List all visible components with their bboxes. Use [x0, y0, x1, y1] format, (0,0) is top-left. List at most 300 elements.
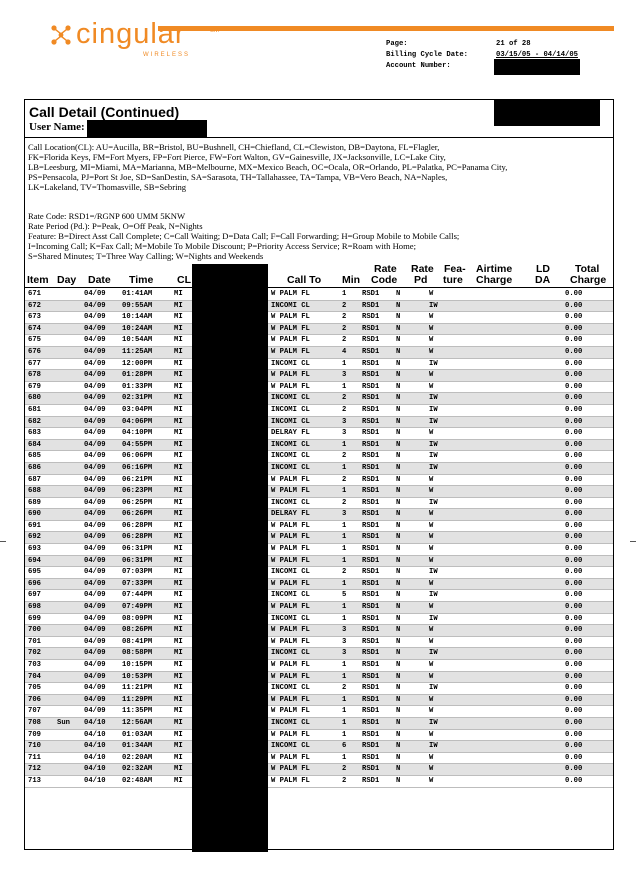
cell-rate-code: RSD1 [362, 394, 380, 403]
table-row [25, 648, 613, 660]
table-row [25, 486, 613, 498]
cell-rate-period: N [396, 695, 401, 704]
cell-item: 706 [28, 695, 41, 704]
cell-call-to: W PALM FL [271, 765, 310, 774]
cell-feature: W [429, 475, 434, 484]
cell-call-to: INCOMI CL [271, 568, 310, 577]
cell-rate-code: RSD1 [362, 765, 380, 774]
cell-rate-code: RSD1 [362, 626, 380, 635]
cell-item: 696 [28, 579, 41, 588]
cell-total-charge: 0.00 [565, 498, 583, 507]
cell-call-location: MI [174, 707, 183, 716]
cell-total-charge: 0.00 [565, 637, 583, 646]
cell-item: 684 [28, 440, 41, 449]
cell-time: 07:03PM [122, 568, 153, 577]
cell-call-to: INCOMI CL [271, 463, 310, 472]
cell-rate-period: N [396, 510, 401, 519]
cell-item: 673 [28, 313, 41, 322]
cell-item: 676 [28, 347, 41, 356]
cell-call-location: MI [174, 371, 183, 380]
brand-wordmark: cingular [76, 18, 186, 50]
col-airtime-1: Airtime [476, 263, 513, 275]
cell-call-location: MI [174, 347, 183, 356]
cell-total-charge: 0.00 [565, 568, 583, 577]
cell-minutes: 1 [342, 672, 347, 681]
cell-feature: IW [429, 649, 438, 658]
cell-rate-period: N [396, 579, 401, 588]
cell-feature: IW [429, 394, 438, 403]
col-item: Item [27, 274, 49, 286]
cell-total-charge: 0.00 [565, 324, 583, 333]
cell-item: 700 [28, 626, 41, 635]
cell-minutes: 2 [342, 324, 347, 333]
col-airtime-2: Charge [476, 274, 513, 286]
cell-item: 701 [28, 637, 41, 646]
cell-feature: W [429, 290, 434, 298]
cell-call-location: MI [174, 730, 183, 739]
cell-total-charge: 0.00 [565, 475, 583, 484]
cell-rate-period: N [396, 405, 401, 414]
cell-rate-code: RSD1 [362, 718, 380, 727]
cell-rate-code: RSD1 [362, 556, 380, 565]
cell-rate-code: RSD1 [362, 533, 380, 542]
brand-tagline: WIRELESS [143, 52, 191, 58]
cell-item: 674 [28, 324, 41, 333]
table-row [25, 556, 613, 568]
cell-time: 07:33PM [122, 579, 153, 588]
cell-call-location: MI [174, 661, 183, 669]
cell-minutes: 2 [342, 776, 347, 785]
cell-rate-code: RSD1 [362, 290, 380, 298]
table-row [25, 347, 613, 359]
cell-rate-period: N [396, 672, 401, 681]
cell-time: 06:21PM [122, 475, 153, 484]
divider [25, 137, 613, 138]
cell-item: 710 [28, 742, 41, 751]
cell-call-location: MI [174, 521, 183, 530]
cell-total-charge: 0.00 [565, 313, 583, 322]
cell-call-location: MI [174, 301, 183, 310]
col-ld-2: DA [535, 274, 551, 286]
cell-rate-period: N [396, 452, 401, 461]
table-row [25, 509, 613, 521]
cell-item: 693 [28, 545, 41, 554]
cell-minutes: 1 [342, 463, 347, 472]
cell-rate-period: N [396, 545, 401, 554]
cell-rate-code: RSD1 [362, 324, 380, 333]
cell-rate-period: N [396, 591, 401, 600]
account-number-redaction [494, 59, 580, 75]
cell-call-to: INCOMI CL [271, 440, 310, 449]
cell-date: 04/09 [84, 394, 106, 403]
table-header [25, 263, 613, 287]
col-rate-code-1: Rate [374, 263, 397, 275]
cell-call-to: INCOMI CL [271, 718, 310, 727]
cell-call-location: MI [174, 753, 183, 762]
col-feature-2: ture [443, 274, 463, 286]
cell-call-to: INCOMI CL [271, 498, 310, 507]
cell-call-location: MI [174, 452, 183, 461]
cell-total-charge: 0.00 [565, 533, 583, 542]
table-row [25, 521, 613, 533]
cell-feature: IW [429, 742, 438, 751]
cell-rate-code: RSD1 [362, 684, 380, 693]
cell-minutes: 2 [342, 568, 347, 577]
cell-rate-period: N [396, 614, 401, 623]
table-row [25, 440, 613, 452]
cell-item: 672 [28, 301, 41, 310]
cell-minutes: 2 [342, 394, 347, 403]
cell-time: 01:03AM [122, 730, 153, 739]
cell-time: 06:23PM [122, 487, 153, 496]
cell-total-charge: 0.00 [565, 359, 583, 368]
cell-rate-code: RSD1 [362, 707, 380, 716]
cell-item: 683 [28, 429, 41, 438]
table-row [25, 776, 613, 788]
table-row [25, 590, 613, 602]
table-row [25, 417, 613, 429]
col-day: Day [57, 274, 77, 286]
cell-date: 04/10 [84, 742, 106, 751]
col-rate-pd-2: Pd [414, 274, 428, 286]
cell-time: 06:28PM [122, 521, 153, 530]
cell-call-location: MI [174, 614, 183, 623]
cell-date: 04/10 [84, 730, 106, 739]
cell-rate-code: RSD1 [362, 637, 380, 646]
cell-rate-period: N [396, 359, 401, 368]
cell-rate-code: RSD1 [362, 382, 380, 391]
cell-call-to: W PALM FL [271, 556, 310, 565]
cell-date: 04/09 [84, 614, 106, 623]
cell-date: 04/09 [84, 359, 106, 368]
cell-call-to: W PALM FL [271, 753, 310, 762]
cell-date: 04/09 [84, 707, 106, 716]
cell-total-charge: 0.00 [565, 730, 583, 739]
row-divider [25, 787, 613, 788]
cell-time: 09:55AM [122, 301, 153, 310]
cell-time: 06:31PM [122, 556, 153, 565]
legend-line: Rate Period (Pd.): P=Peak, O=Off Peak, N=Nights [28, 221, 203, 231]
table-row [25, 498, 613, 510]
cell-time: 10:54AM [122, 336, 153, 345]
cell-minutes: 1 [342, 359, 347, 368]
cell-date: 04/09 [84, 371, 106, 380]
cell-item: 713 [28, 776, 41, 785]
cell-date: 04/09 [84, 661, 106, 669]
cell-minutes: 3 [342, 637, 347, 646]
cell-feature: IW [429, 498, 438, 507]
cell-time: 06:16PM [122, 463, 153, 472]
cell-date: 04/09 [84, 405, 106, 414]
cell-feature: IW [429, 405, 438, 414]
cell-date: 04/09 [84, 556, 106, 565]
cell-item: 694 [28, 556, 41, 565]
col-rate-code-2: Code [371, 274, 398, 286]
cell-item: 704 [28, 672, 41, 681]
cell-rate-code: RSD1 [362, 429, 380, 438]
legend-line: FK=Florida Keys, FM=Fort Myers, FP=Fort Pierce, FW=Fort Walton, GV=Gainesville, JX=Jacksonville, LC=Lake City, [28, 152, 446, 162]
cell-call-to: W PALM FL [271, 695, 310, 704]
cell-rate-code: RSD1 [362, 661, 380, 669]
brand-tm: SM [210, 28, 219, 34]
cell-time: 08:41PM [122, 637, 153, 646]
cell-feature: IW [429, 614, 438, 623]
cell-rate-code: RSD1 [362, 776, 380, 785]
cell-minutes: 3 [342, 510, 347, 519]
cell-total-charge: 0.00 [565, 591, 583, 600]
legend-line: Feature: B=Direct Asst Call Complete; C=Call Waiting; D=Data Call; F=Call Forwarding; H=Group Mobile to Mobile Calls; [28, 231, 460, 241]
cingular-jack-icon [50, 24, 72, 46]
cell-time: 02:20AM [122, 753, 153, 762]
cell-call-to: INCOMI CL [271, 591, 310, 600]
cell-rate-code: RSD1 [362, 347, 380, 356]
cell-date: 04/09 [84, 498, 106, 507]
legend-line: S=Shared Minutes; T=Three Way Calling; W=Nights and Weekends [28, 251, 264, 261]
call-location-legend [28, 142, 507, 192]
cell-rate-period: N [396, 718, 401, 727]
cell-time: 02:32AM [122, 765, 153, 774]
cell-total-charge: 0.00 [565, 684, 583, 693]
cell-call-to: W PALM FL [271, 661, 310, 669]
cell-item: 690 [28, 510, 41, 519]
cell-item: 677 [28, 359, 41, 368]
cell-call-to: INCOMI CL [271, 394, 310, 403]
cell-rate-code: RSD1 [362, 591, 380, 600]
cell-rate-code: RSD1 [362, 475, 380, 484]
col-min: Min [342, 274, 361, 286]
cell-feature: IW [429, 591, 438, 600]
table-row [25, 741, 613, 753]
cell-total-charge: 0.00 [565, 765, 583, 774]
cell-call-location: MI [174, 429, 183, 438]
table-row [25, 544, 613, 556]
page-value: 21 of 28 [496, 40, 531, 48]
cell-rate-code: RSD1 [362, 603, 380, 612]
cell-call-to: DELRAY FL [271, 429, 310, 438]
col-cl: CL [177, 274, 191, 286]
cell-feature: W [429, 336, 434, 345]
cell-call-location: MI [174, 324, 183, 333]
cell-feature: IW [429, 684, 438, 693]
cell-minutes: 2 [342, 301, 347, 310]
cell-minutes: 3 [342, 626, 347, 635]
legend-line: LB=Leesburg, MI=Miami, MA=Marianna, MB=Melbourne, MX=Mexico Beach, OC=Ocala, OR=Orlando, PL=Palatka, PC=Panama City, [28, 162, 508, 172]
cell-call-location: MI [174, 336, 183, 345]
cell-call-location: MI [174, 359, 183, 368]
codes-legend [28, 211, 459, 261]
cell-call-to: W PALM FL [271, 545, 310, 554]
user-name-redaction [87, 120, 207, 137]
call-detail-panel [24, 99, 614, 850]
cell-minutes: 1 [342, 487, 347, 496]
cell-date: 04/09 [84, 684, 106, 693]
cell-item: 686 [28, 463, 41, 472]
cell-rate-period: N [396, 440, 401, 449]
cell-call-location: MI [174, 718, 183, 727]
header-redaction [494, 100, 600, 126]
cell-minutes: 1 [342, 556, 347, 565]
cell-feature: IW [429, 417, 438, 426]
cell-date: 04/09 [84, 463, 106, 472]
cell-total-charge: 0.00 [565, 382, 583, 391]
cell-total-charge: 0.00 [565, 672, 583, 681]
cell-date: 04/09 [84, 475, 106, 484]
cell-item: 709 [28, 730, 41, 739]
legend-line: Call Location(CL): AU=Aucilla, BR=Bristol, BU=Bushnell, CH=Chiefland, CL=Clewiston, DB=Daytona, FL=Flagler, [28, 142, 440, 152]
cell-rate-code: RSD1 [362, 579, 380, 588]
billing-cycle-value: 03/15/05 - 04/14/05 [496, 51, 578, 59]
cell-call-to: W PALM FL [271, 637, 310, 646]
cell-call-to: INCOMI CL [271, 742, 310, 751]
cell-date: 04/09 [84, 440, 106, 449]
cell-call-to: W PALM FL [271, 626, 310, 635]
cell-date: 04/09 [84, 533, 106, 542]
cell-feature: W [429, 637, 434, 646]
cell-item: 699 [28, 614, 41, 623]
cell-time: 08:09PM [122, 614, 153, 623]
cell-feature: IW [429, 568, 438, 577]
cell-minutes: 1 [342, 579, 347, 588]
cell-rate-period: N [396, 463, 401, 472]
cell-minutes: 2 [342, 336, 347, 345]
table-row [25, 428, 613, 440]
cell-rate-code: RSD1 [362, 405, 380, 414]
cell-item: 682 [28, 417, 41, 426]
cell-item: 695 [28, 568, 41, 577]
cell-call-to: W PALM FL [271, 382, 310, 391]
cell-call-location: MI [174, 394, 183, 403]
cell-rate-period: N [396, 347, 401, 356]
cell-feature: IW [429, 359, 438, 368]
cell-rate-period: N [396, 336, 401, 345]
cell-date: 04/09 [84, 521, 106, 530]
cell-date: 04/09 [84, 347, 106, 356]
cell-item: 685 [28, 452, 41, 461]
header-underline [25, 287, 613, 288]
cell-rate-period: N [396, 487, 401, 496]
cell-rate-period: N [396, 626, 401, 635]
cell-time: 01:28PM [122, 371, 153, 380]
cell-total-charge: 0.00 [565, 649, 583, 658]
table-row [25, 672, 613, 684]
cell-rate-code: RSD1 [362, 730, 380, 739]
cell-rate-period: N [396, 649, 401, 658]
cell-date: 04/10 [84, 765, 106, 774]
cell-rate-code: RSD1 [362, 487, 380, 496]
table-row [25, 475, 613, 487]
cell-call-location: MI [174, 649, 183, 658]
cell-rate-code: RSD1 [362, 521, 380, 530]
table-row [25, 614, 613, 626]
cell-rate-code: RSD1 [362, 753, 380, 762]
cell-date: 04/09 [84, 545, 106, 554]
cell-date: 04/10 [84, 718, 106, 727]
cell-time: 10:15PM [122, 661, 153, 669]
cell-time: 06:25PM [122, 498, 153, 507]
cell-feature: W [429, 324, 434, 333]
cell-total-charge: 0.00 [565, 718, 583, 727]
table-row [25, 405, 613, 417]
table-row [25, 706, 613, 718]
cell-rate-code: RSD1 [362, 695, 380, 704]
cell-minutes: 1 [342, 753, 347, 762]
cell-date: 04/09 [84, 649, 106, 658]
table-row [25, 324, 613, 336]
cell-rate-code: RSD1 [362, 371, 380, 380]
cell-date: 04/09 [84, 290, 106, 298]
cell-total-charge: 0.00 [565, 405, 583, 414]
cell-minutes: 6 [342, 742, 347, 751]
cell-item: 712 [28, 765, 41, 774]
cell-minutes: 2 [342, 498, 347, 507]
number-called-redaction [192, 264, 268, 852]
cell-call-location: MI [174, 579, 183, 588]
cell-rate-period: N [396, 301, 401, 310]
cell-rate-code: RSD1 [362, 463, 380, 472]
cell-item: 678 [28, 371, 41, 380]
cell-time: 10:24AM [122, 324, 153, 333]
cell-rate-period: N [396, 753, 401, 762]
legend-line: I=Incoming Call; K=Fax Call; M=Mobile To Mobile Discount; P=Priority Access Service; R=Roam with Home; [28, 241, 416, 251]
cell-call-to: INCOMI CL [271, 359, 310, 368]
cell-rate-period: N [396, 765, 401, 774]
col-total-1: Total [575, 263, 600, 275]
table-row [25, 532, 613, 544]
cell-feature: IW [429, 440, 438, 449]
cell-item: 680 [28, 394, 41, 403]
cell-rate-period: N [396, 533, 401, 542]
table-row [25, 764, 613, 776]
cell-minutes: 1 [342, 603, 347, 612]
cell-date: 04/10 [84, 753, 106, 762]
cell-total-charge: 0.00 [565, 661, 583, 669]
cell-rate-period: N [396, 556, 401, 565]
cell-minutes: 1 [342, 730, 347, 739]
cell-date: 04/09 [84, 568, 106, 577]
cell-call-to: INCOMI CL [271, 684, 310, 693]
table-row [25, 695, 613, 707]
cell-date: 04/09 [84, 626, 106, 635]
cell-rate-period: N [396, 382, 401, 391]
section-title: Call Detail (Continued) [29, 104, 180, 120]
cell-call-to: W PALM FL [271, 707, 310, 716]
cell-call-location: MI [174, 603, 183, 612]
cell-time: 02:48AM [122, 776, 153, 785]
cell-date: 04/09 [84, 301, 106, 310]
cell-date: 04/09 [84, 591, 106, 600]
cell-call-to: INCOMI CL [271, 452, 310, 461]
cell-feature: W [429, 626, 434, 635]
cell-call-to: W PALM FL [271, 336, 310, 345]
cell-date: 04/09 [84, 695, 106, 704]
cell-item: 705 [28, 684, 41, 693]
cell-total-charge: 0.00 [565, 371, 583, 380]
cell-time: 03:04PM [122, 405, 153, 414]
cell-rate-period: N [396, 371, 401, 380]
cell-time: 10:53PM [122, 672, 153, 681]
cell-call-to: INCOMI CL [271, 649, 310, 658]
cell-feature: W [429, 695, 434, 704]
cell-rate-code: RSD1 [362, 498, 380, 507]
cell-minutes: 1 [342, 718, 347, 727]
cell-rate-period: N [396, 707, 401, 716]
cell-call-location: MI [174, 463, 183, 472]
cell-rate-code: RSD1 [362, 336, 380, 345]
cell-rate-period: N [396, 637, 401, 646]
cell-time: 10:14AM [122, 313, 153, 322]
table-row [25, 335, 613, 347]
cell-day: Sun [57, 718, 70, 727]
